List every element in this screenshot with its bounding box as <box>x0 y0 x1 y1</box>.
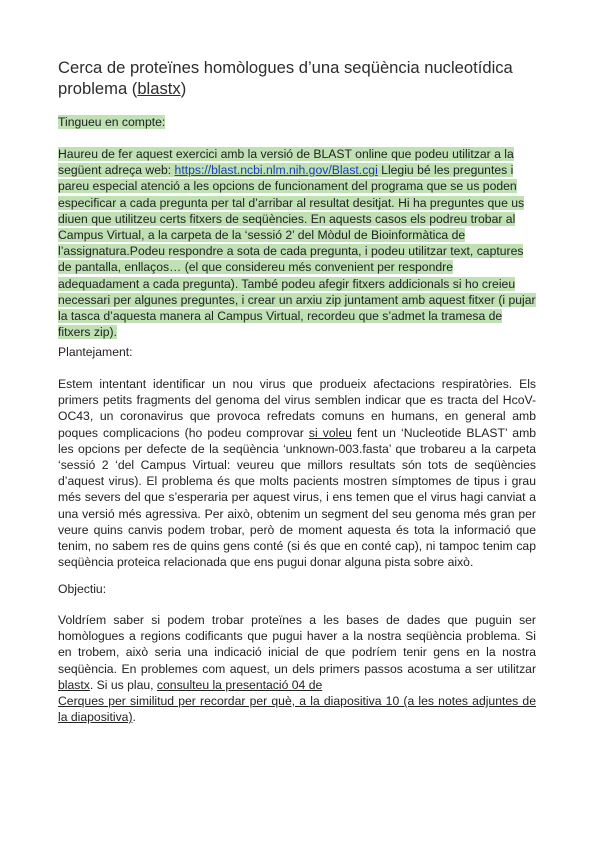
blastx-link[interactable]: blastx <box>58 677 90 692</box>
blastx-title-link[interactable]: blastx <box>137 79 181 98</box>
page-title <box>58 57 528 99</box>
objectiu-paragraph: Voldríem saber si podem trobar proteïnes a les bases de dades que puguin ser homòlogues a regions codificants que pugui haver a la nostra seqüència problema. Si en trobem, això seria una indicació inicial de que podríem tenir gens en la nostra seqüència. En problemes com aquest, un dels primers passos acostuma a ser utilitzar blastx. Si us plau, consulteu la presentació 04 de Cerques per similitud per recordar per què, a la diapositiva 10 (a les notes adjuntes de la diapositiva). <box>58 613 536 725</box>
presentation-link[interactable]: consulteu la presentació 04 de <box>156 677 323 692</box>
notes-text-1: Haureu de fer aquest exercici amb la versió de BLAST online que podeu utilitzar a la següent adreça web: <box>58 147 514 178</box>
plantejament-heading: Plantejament: <box>58 345 133 359</box>
notes-text-2: Llegiu bé les preguntes i pareu especial atenció a les opcions de funcionament del programa que se us poden especificar a cada pregunta per tal d’arribar al resultat desitjat. Hi ha preguntes que us diuen que utilitzeu certs fitxers de seqüències. En aquests casos els podreu trobar al Campus Virtual, a la carpeta de la ‘sessió 2’ del Mòdul de Bioinformàtica de l’assignatura.Podeu respondre a sota de cada pregunta, i podeu utilitzar text, captures de pantalla, enllaços… (el que considereu més convenient per respondre adequadament a cada pregunta). També podeu afegir fitxers addicionals si ho creieu necessari per algunes preguntes, i crear un arxiu zip juntament amb aquest fitxer (i pujar la tasca d’aquesta manera al Campus Virtual, recordeu que s’admet la tramesa de fitxers zip). <box>58 163 536 340</box>
notes-paragraph <box>58 146 536 340</box>
title-end: ) <box>180 79 187 98</box>
blast-url-link[interactable]: https://blast.ncbi.nlm.nih.gov/Blast.cgi <box>174 163 378 178</box>
si-voleu-link[interactable]: si voleu <box>308 425 352 440</box>
slide-link[interactable]: Cerques per similitud per recordar per què, a la diapositiva 10 (a les notes adjuntes de la diapositiva) <box>58 694 536 725</box>
title-text: Cerca de proteïnes homòlogues d’una seqüència nucleotídica problema ( <box>58 58 513 98</box>
notes-heading: Tingueu en compte: <box>58 115 166 129</box>
plantejament-paragraph: Estem intentant identificar un nou virus que produeix afectacions respiratòries. Els primers petits fragments del genoma del virus semblen indicar que es tracta del HcoV-OC43, un coronavirus que provoca refredats comuns en humans, en general amb poques complicacions (ho podeu comprovar si voleu fent un ‘Nucleotide BLAST’ amb les opcions per defecte de la seqüència ‘unknown-003.fasta’ que trobareu a la carpeta ‘sessió 2 ‘del Campus Virtual: veureu que millors resultats són tots de seqüències d’aquest virus). El problema és que molts pacients mostren símptomes de tipus i grau més severs del que s’esperaria per aquest virus, i ens temen que el virus hagi canviat a una versió més agressiva. Per això, obtenim un segment del seu genoma més gran per veure quins canvis podem trobar, però de moment aquesta és tota la informació que tenim, no sabem res de quins gens conté (si és que en conté cap), ni tampoc tenim cap seqüència proteica relacionada que ens pugui donar alguna pista sobre això. <box>58 377 537 570</box>
objectiu-heading: Objectiu: <box>58 582 107 596</box>
